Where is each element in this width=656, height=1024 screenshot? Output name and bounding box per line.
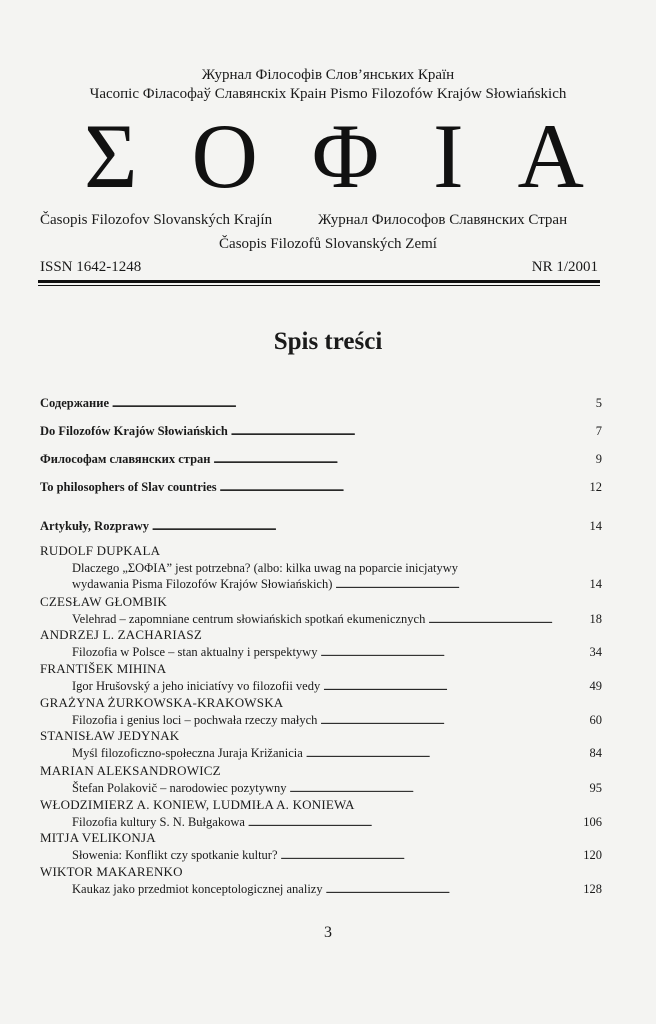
article-author: CZESŁAW GŁOMBIK bbox=[40, 594, 168, 609]
article-entry: Kaukaz jako przedmiot konceptologicznej analizy . . . 128 bbox=[72, 882, 602, 898]
journal-name-belarusian-polish: Часопіс Філасофаў Славянскіх Краін Pismo Filozofów Krajów Słowiańskich bbox=[89, 86, 567, 102]
journal-name-ukrainian: Журнал Філософів Слов’янських Країн bbox=[201, 67, 455, 83]
journal-name-slovak: Časopis Filozofov Slovanských Krajín bbox=[40, 212, 273, 228]
article-entry: Myśl filozoficzno-społeczna Juraja Križanicia . . . 84 bbox=[72, 746, 602, 762]
toc-section-heading: Artykuły, Rozprawy . . . 14 bbox=[40, 519, 602, 535]
header-rule-thin bbox=[38, 285, 600, 286]
article-entry: Štefan Polakovič – narodowiec pozytywny . . . 95 bbox=[72, 781, 602, 797]
journal-name-czech: Časopis Filozofů Slovanských Zemí bbox=[219, 236, 437, 252]
issue-number: NR 1/2001 bbox=[531, 259, 598, 275]
letter-sigma: Σ bbox=[84, 105, 138, 207]
toc-entry: Do Filozofów Krajów Słowiańskich . . . 7 bbox=[40, 424, 602, 440]
article-author: MARIAN ALEKSANDROWICZ bbox=[40, 763, 221, 778]
article-entry: Filozofia w Polsce – stan aktualny i perspektywy . . . 34 bbox=[72, 645, 602, 661]
article-entry: wydawania Pisma Filozofów Krajów Słowiańskich) . . . 14 bbox=[72, 577, 602, 593]
article-author: MITJA VELIKONJA bbox=[40, 830, 156, 845]
header-rule-thick bbox=[38, 280, 600, 283]
article-entry: Słowenia: Konflikt czy spotkanie kultur? . . . 120 bbox=[72, 848, 602, 864]
toc-title: Spis treści bbox=[273, 328, 383, 355]
article-author: ANDRZEJ L. ZACHARIASZ bbox=[40, 627, 203, 642]
journal-name-russian: Журнал Философов Славянских Стран bbox=[318, 212, 568, 228]
article-author: STANISŁAW JEDYNAK bbox=[40, 728, 180, 743]
article-entry: Filozofia i genius loci – pochwała rzeczy małych . . . 60 bbox=[72, 713, 602, 729]
article-author: GRAŻYNA ŻURKOWSKA-KRAKOWSKA bbox=[40, 695, 284, 710]
article-title-line: Dlaczego „ΣΟΦΙΑ” jest potrzebna? (albo: kilka uwag na poparcie inicjatywy bbox=[72, 561, 459, 575]
page-number: 3 bbox=[324, 924, 332, 941]
article-author: WIKTOR MAKARENKO bbox=[40, 864, 183, 879]
article-entry: Velehrad – zapomniane centrum słowiańskich spotkań ekumenicznych . . . 18 bbox=[72, 612, 602, 628]
letter-phi: Φ bbox=[311, 105, 380, 207]
toc-entry: Философам славянских стран . . . 9 bbox=[40, 452, 602, 468]
sofia-logo bbox=[84, 105, 584, 207]
toc-entry: Содержание . . . 5 bbox=[40, 396, 602, 412]
letter-omicron: Ο bbox=[191, 105, 258, 207]
article-entry: Igor Hrušovský a jeho iniciatívy vo filozofii vedy . . . 49 bbox=[72, 679, 602, 695]
toc-entry: To philosophers of Slav countries . . . 12 bbox=[40, 480, 602, 496]
article-entry: Filozofia kultury S. N. Bułgakowa . . . 106 bbox=[72, 815, 602, 831]
article-author: WŁODZIMIERZ A. KONIEW, LUDMIŁA A. KONIEWA bbox=[40, 797, 355, 812]
issn: ISSN 1642-1248 bbox=[40, 259, 142, 275]
article-author: FRANTIŠEK MIHINA bbox=[40, 661, 167, 676]
letter-iota: Ι bbox=[432, 105, 464, 207]
article-author: RUDOLF DUPKALA bbox=[40, 543, 161, 558]
letter-alpha: Α bbox=[517, 105, 584, 207]
